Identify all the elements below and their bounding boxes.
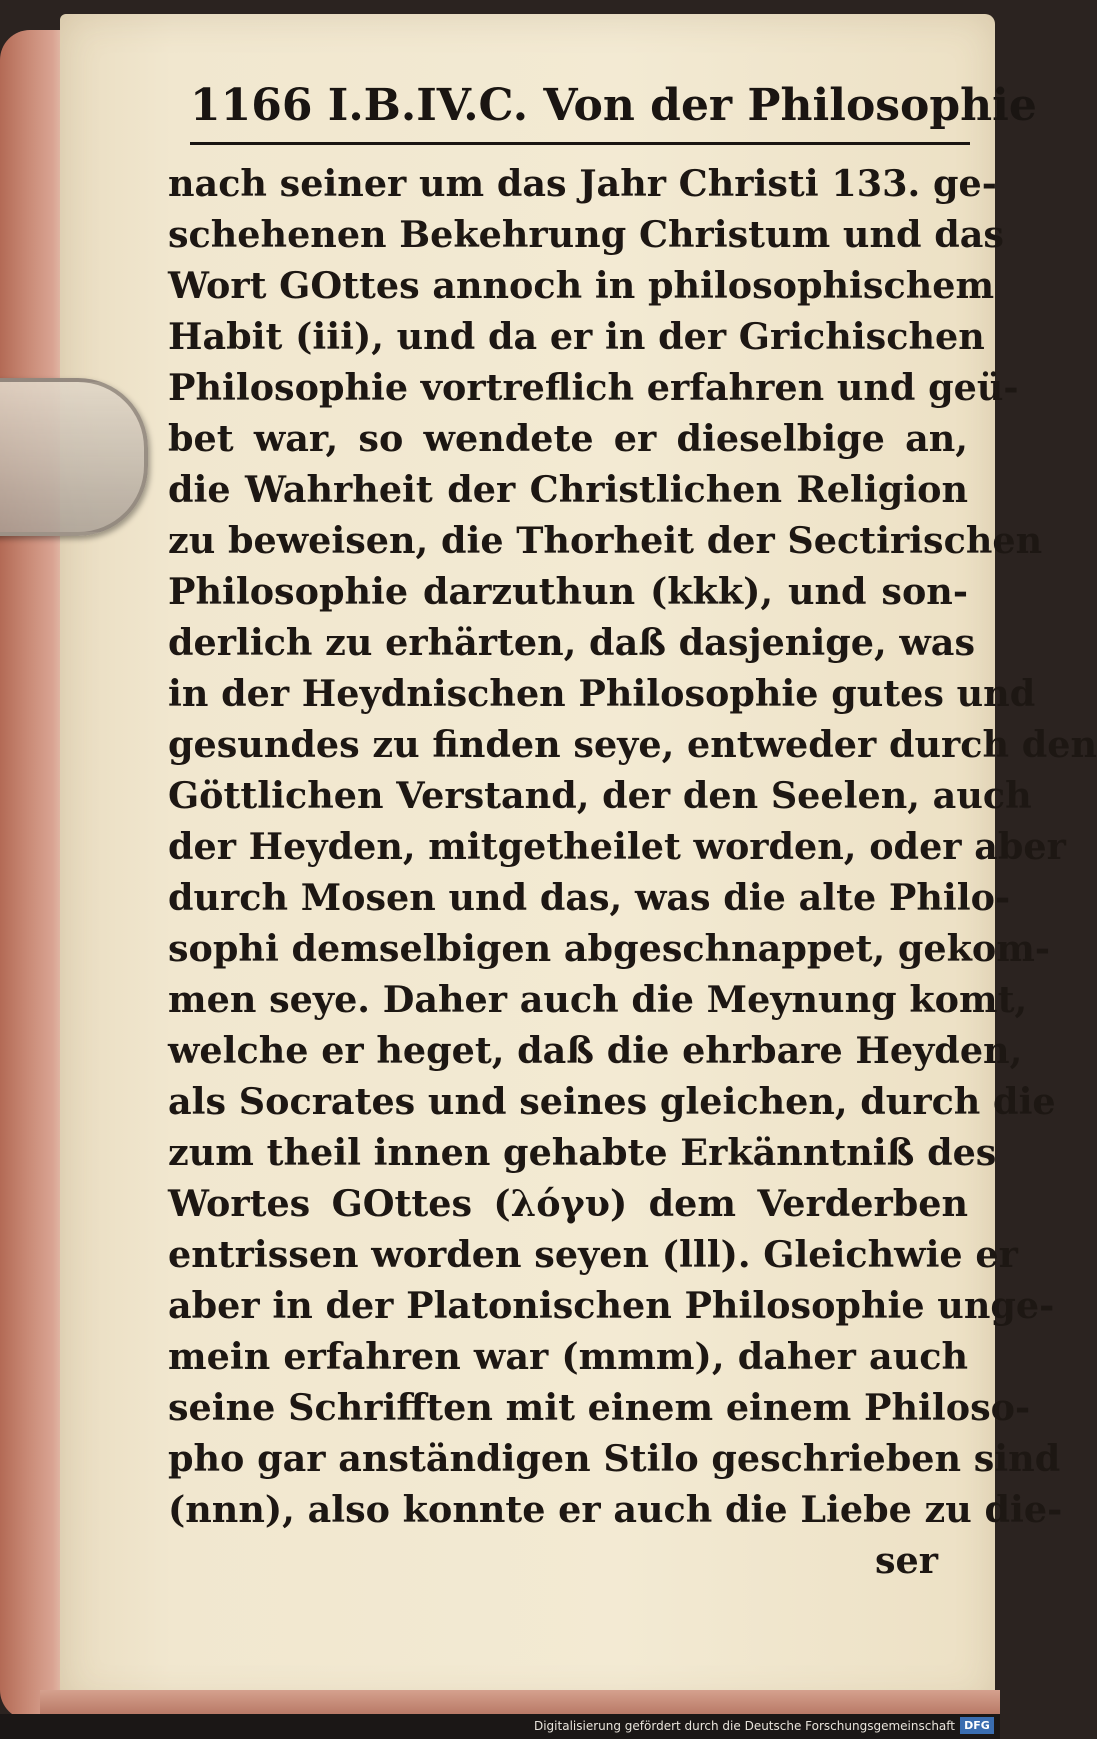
text-line: mein erfahren war (mmm), daher auch bbox=[168, 1335, 968, 1378]
body-text bbox=[168, 158, 1097, 1586]
text-line: welche er heget, daß die ehrbare Heyden, bbox=[168, 1029, 1023, 1072]
text-line: schehenen Bekehrung Christum und das bbox=[168, 213, 1004, 256]
text-line: der Heyden, mitgetheilet worden, oder aber bbox=[168, 825, 1066, 868]
text-line: Göttlichen Verstand, der den Seelen, auch bbox=[168, 774, 1032, 817]
text-line: zu beweisen, die Thorheit der Sectirischen bbox=[168, 519, 1043, 562]
catchword: ser bbox=[874, 1539, 938, 1582]
text-line: nach seiner um das Jahr Christi 133. ge- bbox=[168, 162, 997, 205]
text-line: aber in der Platonischen Philosophie unge- bbox=[168, 1284, 1055, 1327]
text-line: die Wahrheit der Christlichen Religion bbox=[168, 468, 968, 511]
text-line: Wortes GOttes (λόγυ) dem Verderben bbox=[168, 1182, 968, 1225]
text-line: in der Heydnischen Philosophie gutes und bbox=[168, 672, 1036, 715]
text-line: (nnn), also konnte er auch die Liebe zu die- bbox=[168, 1488, 1063, 1531]
page-clip bbox=[0, 378, 148, 536]
text-line: durch Mosen und das, was die alte Philo- bbox=[168, 876, 1011, 919]
text-line: entrissen worden seyen (lll). Gleichwie er bbox=[168, 1233, 1018, 1276]
text-line: Philosophie darzuthun (kkk), und son- bbox=[168, 570, 968, 613]
footer-credit: Digitalisierung gefördert durch die Deutsche Forschungsgemeinschaft bbox=[0, 1714, 1000, 1739]
text-line: als Socrates und seines gleichen, durch die bbox=[168, 1080, 1056, 1123]
text-line: seine Schrifften mit einem einem Philoso- bbox=[168, 1386, 1031, 1429]
text-line: sophi demselbigen abgeschnappet, gekom- bbox=[168, 927, 1051, 970]
page-bottom-edge bbox=[40, 1690, 1000, 1714]
text-line: gesundes zu finden seye, entweder durch den bbox=[168, 723, 1097, 766]
running-header: 1166 I.B.IV.C. Von der Philosophie bbox=[190, 80, 1037, 131]
text-line: pho gar anständigen Stilo geschrieben sind bbox=[168, 1437, 1061, 1480]
text-line: Wort GOttes annoch in philosophischem bbox=[168, 264, 995, 307]
text-line: Habit (iii), und da er in der Grichischen bbox=[168, 315, 985, 358]
text-line: men seye. Daher auch die Meynung komt, bbox=[168, 978, 1028, 1021]
header-rule bbox=[190, 142, 970, 145]
text-line: Philosophie vortreflich erfahren und geü- bbox=[168, 366, 1019, 409]
text-line: zum theil innen gehabte Erkänntniß des bbox=[168, 1131, 997, 1174]
text-line: derlich zu erhärten, daß dasjenige, was bbox=[168, 621, 975, 664]
text-line: bet war, so wendete er dieselbige an, bbox=[168, 417, 968, 460]
dfg-logo: DFG bbox=[960, 1717, 994, 1734]
